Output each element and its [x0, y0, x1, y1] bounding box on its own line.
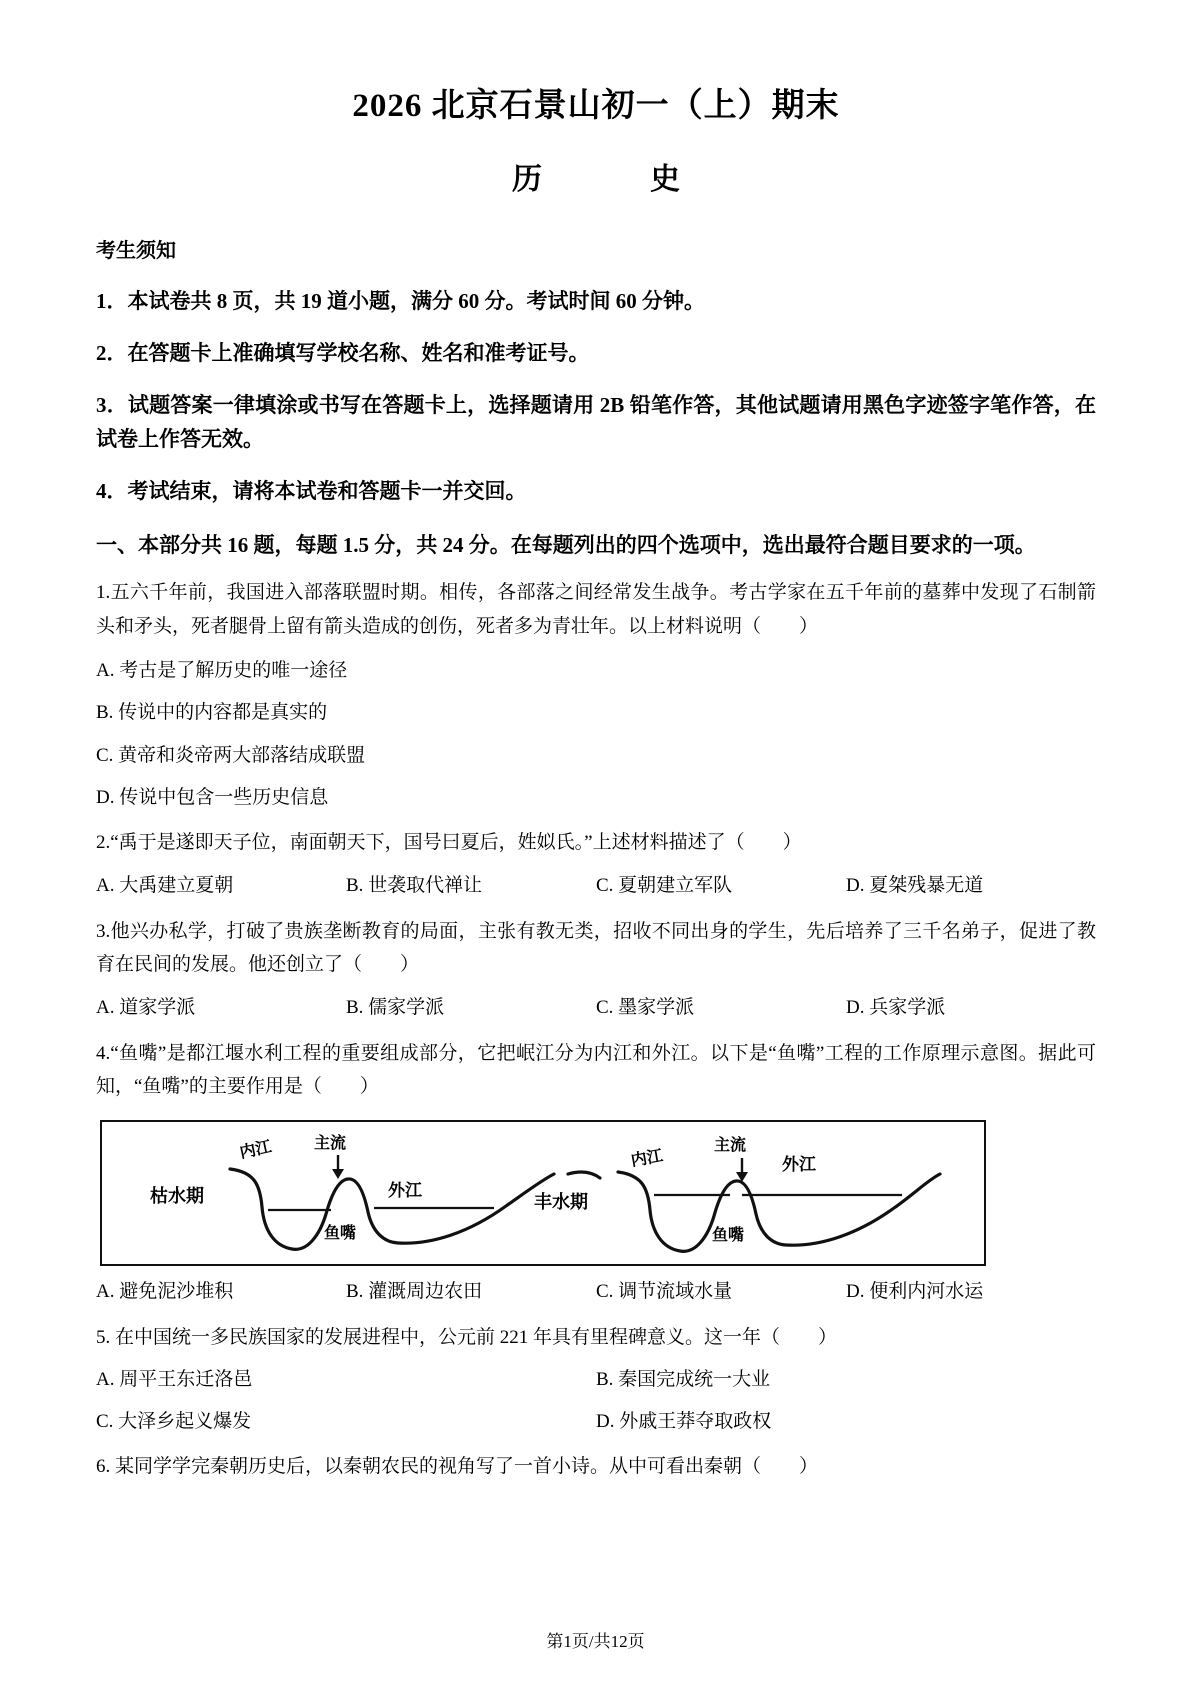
subject-title: 历 史: [512, 162, 696, 196]
question-6: [96, 1450, 1096, 1484]
notice-item-3: 3．试题答案一律填涂或书写在答题卡上，选择题请用 2B 铅笔作答，其他试题请用黑色字迹签字笔作答，在试卷上作答无效。: [96, 392, 1096, 451]
question-3-option-d[interactable]: D. 兵家学派: [846, 997, 946, 1019]
question-2-option-a[interactable]: A. 大禹建立夏朝: [96, 875, 234, 897]
page-title: 2026 北京石景山初一（上）期末: [352, 88, 840, 124]
question-1-option-d[interactable]: D. 传说中包含一些历史信息: [96, 787, 329, 809]
question-5-options-row-1: [96, 1365, 1096, 1395]
notice-item-1: 1．本试卷共 8 页，共 19 道小题，满分 60 分。考试时间 60 分钟。: [96, 288, 705, 313]
question-1-option-a[interactable]: A. 考古是了解历史的唯一途径: [96, 659, 348, 681]
question-4-option-b[interactable]: B. 灌溉周边农田: [346, 1281, 483, 1303]
question-2-stem: 2.“禹于是遂即天子位，南面朝天下，国号曰夏后，姓姒氏。”上述材料描述了（ ）: [96, 832, 802, 854]
fish-mouth-diagram-svg: [102, 1122, 984, 1264]
figure-border-box: [100, 1120, 986, 1266]
question-3-options: [96, 993, 1096, 1023]
question-3-option-c[interactable]: C. 墨家学派: [596, 997, 695, 1019]
dujiangyan-figure: [100, 1120, 986, 1266]
question-4-options: [96, 1277, 1096, 1307]
question-1-option-c[interactable]: C. 黄帝和炎帝两大部落结成联盟: [96, 744, 366, 766]
question-5-stem: 5. 在中国统一多民族国家的发展进程中，公元前 221 年具有里程碑意义。这一年（ ）: [96, 1326, 838, 1348]
right-main-flow-label: 主流: [714, 1137, 747, 1155]
question-2: [96, 826, 1096, 901]
question-3-stem: 3.他兴办私学，打破了贵族垄断教育的局面，主张有教无类，招收不同出身的学生，先后培养了三千名弟子，促进了教育在民间的发展。他还创立了（ ）: [96, 920, 1096, 976]
question-3: [96, 915, 1096, 1024]
notice-item-4: 4．考试结束，请将本试卷和答题卡一并交回。: [96, 478, 527, 503]
notice-heading: 考生须知: [96, 239, 176, 262]
page-footer: 第1页/共12页: [546, 1632, 645, 1651]
right-inner-river-label: 内江: [629, 1147, 665, 1171]
question-5-option-a[interactable]: A. 周平王东迁洛邑: [96, 1369, 253, 1391]
left-main-flow-label: 主流: [314, 1135, 347, 1153]
right-riverbed-line: [568, 1172, 940, 1251]
right-main-flow-arrow-icon: [736, 1158, 748, 1182]
question-5-option-d[interactable]: D. 外戚王莽夺取政权: [596, 1410, 772, 1432]
left-inner-river-label: 内江: [238, 1138, 274, 1163]
question-4: [96, 1037, 1096, 1308]
question-4-option-a[interactable]: A. 避免泥沙堆积: [96, 1281, 234, 1303]
left-main-flow-arrow-icon: [332, 1155, 344, 1179]
question-2-option-c[interactable]: C. 夏朝建立军队: [596, 875, 733, 897]
question-1-stem: 1.五六千年前，我国进入部落联盟时期。相传，各部落之间经常发生战争。考古学家在五千年前的墓葬中发现了石制箭头和矛头，死者腿骨上留有箭头造成的创伤，死者多为青壮年。以上材料说明（ ）: [96, 582, 1096, 638]
question-5-options-row-2: [96, 1407, 1096, 1437]
question-2-options: [96, 871, 1096, 901]
question-4-option-d[interactable]: D. 便利内河水运: [846, 1281, 984, 1303]
question-5-option-c[interactable]: C. 大泽乡起义爆发: [96, 1410, 252, 1432]
section-heading: 一、本部分共 16 题，每题 1.5 分，共 24 分。在每题列出的四个选项中，选出最符合题目要求的一项。: [96, 532, 1036, 557]
question-5: [96, 1321, 1096, 1438]
notice-item-2: 2．在答题卡上准确填写学校名称、姓名和准考证号。: [96, 340, 590, 365]
question-4-stem: 4.“鱼嘴”是都江堰水利工程的重要组成部分，它把岷江分为内江和外江。以下是“鱼嘴”工程的工作原理示意图。据此可知，“鱼嘴”的主要作用是（ ）: [96, 1042, 1096, 1098]
question-4-option-c[interactable]: C. 调节流域水量: [596, 1281, 733, 1303]
right-outer-river-label: 外江: [782, 1155, 816, 1175]
question-1-option-b[interactable]: B. 传说中的内容都是真实的: [96, 702, 328, 724]
question-5-option-b[interactable]: B. 秦国完成统一大业: [596, 1369, 771, 1391]
question-2-option-d[interactable]: D. 夏桀残暴无道: [846, 875, 984, 897]
left-season-label: 枯水期: [150, 1186, 204, 1207]
question-3-option-b[interactable]: B. 儒家学派: [346, 997, 445, 1019]
question-3-option-a[interactable]: A. 道家学派: [96, 997, 196, 1019]
question-2-option-b[interactable]: B. 世袭取代禅让: [346, 875, 483, 897]
question-6-stem: 6. 某同学学完秦朝历史后，以秦朝农民的视角写了一首小诗。从中可看出秦朝（ ）: [96, 1456, 819, 1478]
left-fish-mouth-label: 鱼嘴: [324, 1225, 357, 1243]
question-1: [96, 576, 1096, 813]
page-content: [96, 0, 1096, 1484]
left-outer-river-label: 外江: [388, 1181, 422, 1201]
right-fish-mouth-label: 鱼嘴: [712, 1227, 745, 1245]
right-season-label: 丰水期: [534, 1192, 588, 1213]
